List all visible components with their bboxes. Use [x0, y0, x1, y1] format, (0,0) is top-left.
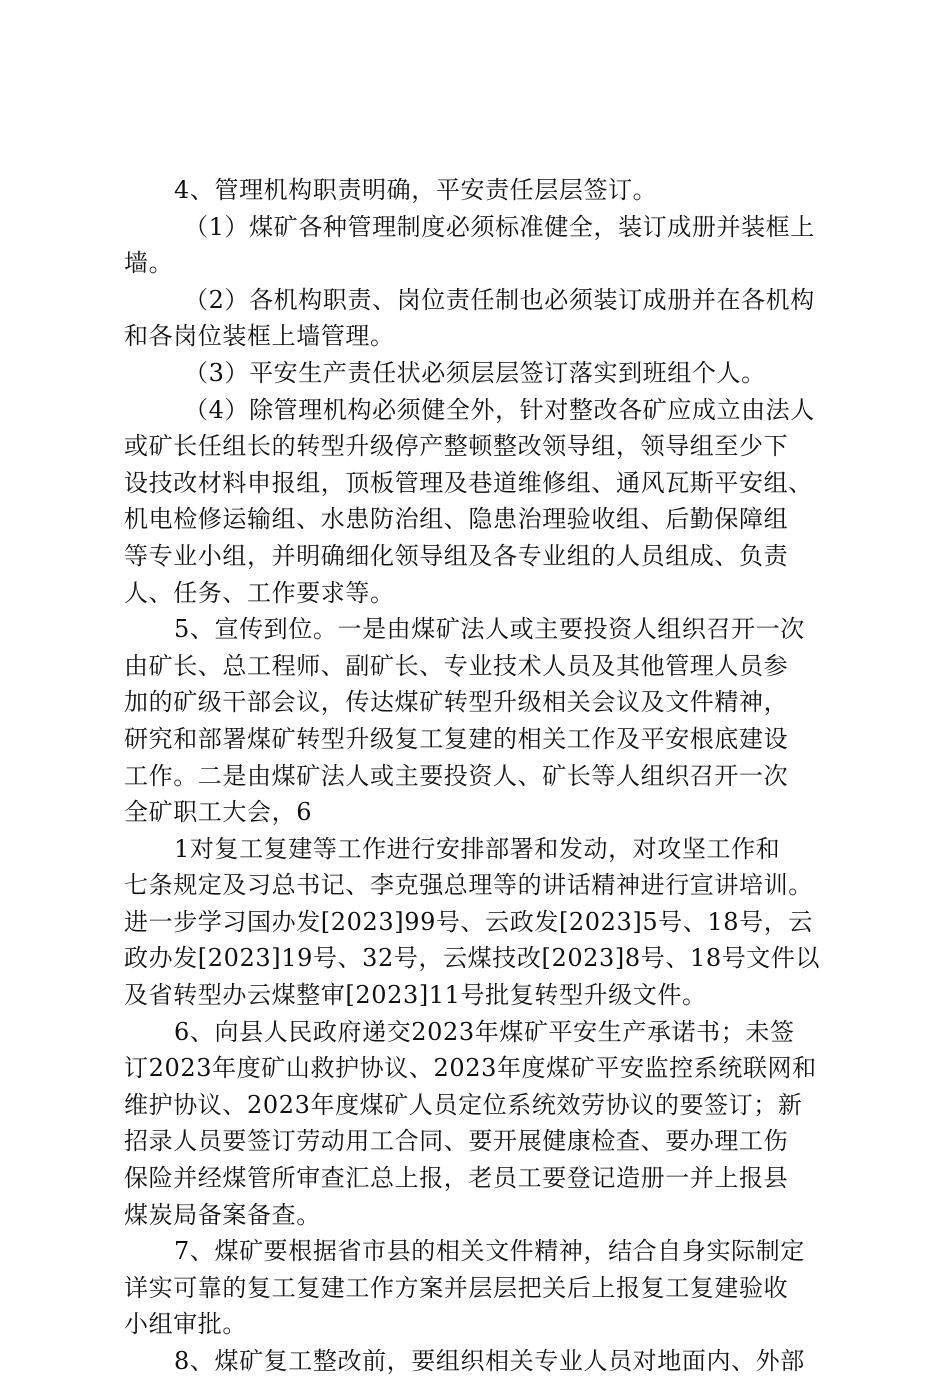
text-line: 人、任务、工作要求等。: [124, 578, 395, 607]
text-line: （1）煤矿各种管理制度必须标准健全，装订成册并装框上: [184, 212, 815, 241]
document-body: [124, 172, 834, 1380]
text-line: 由矿长、总工程师、副矿长、专业技术人员及其他管理人员参: [124, 651, 789, 680]
text-line: 墙。: [124, 249, 174, 278]
text-line: 5、宣传到位。一是由煤矿法人或主要投资人组织召开一次: [174, 615, 805, 644]
text-line: （3）平安生产责任状必须层层签订落实到班组个人。: [184, 358, 766, 387]
text-line: 详实可靠的复工复建工作方案并层层把关后上报复工复建验收: [124, 1273, 789, 1302]
text-line: 加的矿级干部会议，传达煤矿转型升级相关会议及文件精神，: [124, 688, 789, 717]
text-line: 保险并经煤管所审查汇总上报，老员工要登记造册一并上报县: [124, 1164, 789, 1193]
text-line: 招录人员要签订劳动用工合同、要开展健康检查、要办理工伤: [124, 1127, 789, 1156]
text-line: （4）除管理机构必须健全外，针对整改各矿应成立由法人: [184, 395, 815, 424]
text-line: 煤炭局备案备查。: [124, 1200, 321, 1229]
text-line: 进一步学习国办发[2023]99号、云政发[2023]5号、18号，云: [124, 907, 813, 936]
text-line: 等专业小组，并明确细化领导组及各专业组的人员组成、负责: [124, 541, 789, 570]
text-line: 小组审批。: [124, 1310, 247, 1339]
text-line: 设技改材料申报组，顶板管理及巷道维修组、通风瓦斯平安组、: [124, 468, 813, 497]
text-line: 研究和部署煤矿转型升级复工复建的相关工作及平安根底建设: [124, 724, 789, 753]
text-line: 工作。二是由煤矿法人或主要投资人、矿长等人组织召开一次: [124, 761, 789, 790]
text-line: 全矿职工大会，6: [124, 798, 313, 827]
text-line: 和各岗位装框上墙管理。: [124, 322, 395, 351]
text-line: 1对复工复建等工作进行安排部署和发动，对攻坚工作和: [174, 834, 781, 863]
text-line: （2）各机构职责、岗位责任制也必须装订成册并在各机构: [184, 285, 815, 314]
text-line: 及省转型办云煤整审[2023]11号批复转型升级文件。: [124, 981, 707, 1010]
text-line: 6、向县人民政府递交2023年煤矿平安生产承诺书；未签: [174, 1017, 795, 1046]
text-line: 8、煤矿复工整改前，要组织相关专业人员对地面内、外部: [174, 1347, 805, 1375]
text-line: 政办发[2023]19号、32号，云煤技改[2023]8号、18号文件以: [124, 944, 821, 973]
text-line: 4、管理机构职责明确，平安责任层层签订。: [174, 176, 658, 204]
text-line: 七条规定及习总书记、李克强总理等的讲话精神进行宣讲培训。: [124, 871, 813, 900]
text-line: 或矿长任组长的转型升级停产整顿整改领导组，领导组至少下: [124, 432, 789, 461]
text-line: 维护协议、2023年度煤矿人员定位系统效劳协议的要签订；新: [124, 1090, 803, 1119]
text-line: 机电检修运输组、水患防治组、隐患治理验收组、后勤保障组: [124, 505, 789, 534]
text-line: 7、煤矿要根据省市县的相关文件精神，结合自身实际制定: [174, 1237, 805, 1266]
text-line: 订2023年度矿山救护协议、2023年度煤矿平安监控系统联网和: [124, 1054, 817, 1083]
